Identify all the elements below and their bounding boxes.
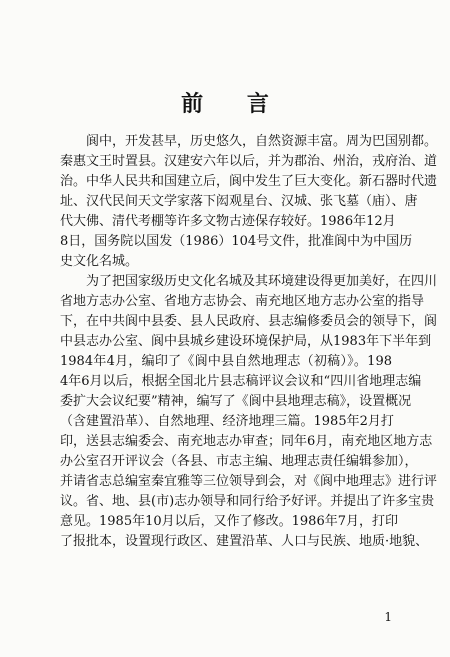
text-line: 为了把国家级历史文化名城及其环境建设得更加美好，在四川 [86, 274, 438, 289]
text-line: 8日，国务院以国发（1986）104号文件，批准阆中为中国历 [60, 234, 413, 249]
text-line: 并请省志总编室秦宜雅等三位领导到会，对《阆中地理志》进行评 [60, 474, 438, 489]
text-line: 1984年4月，编印了《阆中县自然地理志（初稿）》。198 [60, 354, 392, 369]
text-line: 意见。1985年10月以后，又作了修改。1986年7月，打印 [60, 514, 398, 529]
text-line: 秦惠文王时置县。汉建安六年以后，并为郡治、州治，戎府治、道 [60, 154, 438, 169]
page-title: 前 言 [181, 92, 287, 117]
text-line: （含建置沿革）、自然地理、经济地理三篇。1985年2月打 [60, 414, 394, 429]
page-number: 1 [384, 610, 392, 624]
text-line: 办公室召开评议会（各县、市志主编、地理志责任编辑参加）， [60, 454, 418, 469]
text-line: 址、汉代民间天文学家落下闳观星台、汉城、张飞墓（庙）、唐 [60, 194, 418, 209]
text-line: 省地方志办公室、省地方志协会、南充地区地方志办公室的指导 [60, 294, 425, 309]
text-line: 阆中，开发甚早，历史悠久，自然资源丰富。周为巴国别都。 [86, 134, 438, 149]
text-line: 4年6月以后，根据全国北片县志稿评议会议和“四川省地理志编 [60, 374, 422, 389]
text-line: 下，在中共阆中县委、县人民政府、县志编修委员会的领导下，阆 [60, 314, 438, 329]
text-line: 了报批本，设置现行政区、建置沿革、人口与民族、地质·地貌、 [60, 534, 429, 549]
text-line: 印，送县志编委会、南充地志办审查；同年6月，南充地区地方志 [60, 434, 433, 449]
text-line: 治。中华人民共和国建立后，阆中发生了巨大变化。新石器时代遗 [60, 174, 438, 189]
text-line: 代大佛、清代考棚等许多文物古迹保存较好。1986年12月 [60, 214, 396, 229]
text-line: 委扩大会议纪要”精神，编写了《阆中县地理志稿》，设置概况 [60, 394, 412, 409]
body-text [60, 132, 438, 552]
text-line: 中县志办公室、阆中县城乡建设环境保护局，从1983年下半年到 [60, 334, 432, 349]
text-line: 议。省、地、县(市)志办领导和同行给予好评。并提出了许多宝贵 [60, 494, 435, 509]
text-line: 史文化名城。 [60, 254, 139, 269]
